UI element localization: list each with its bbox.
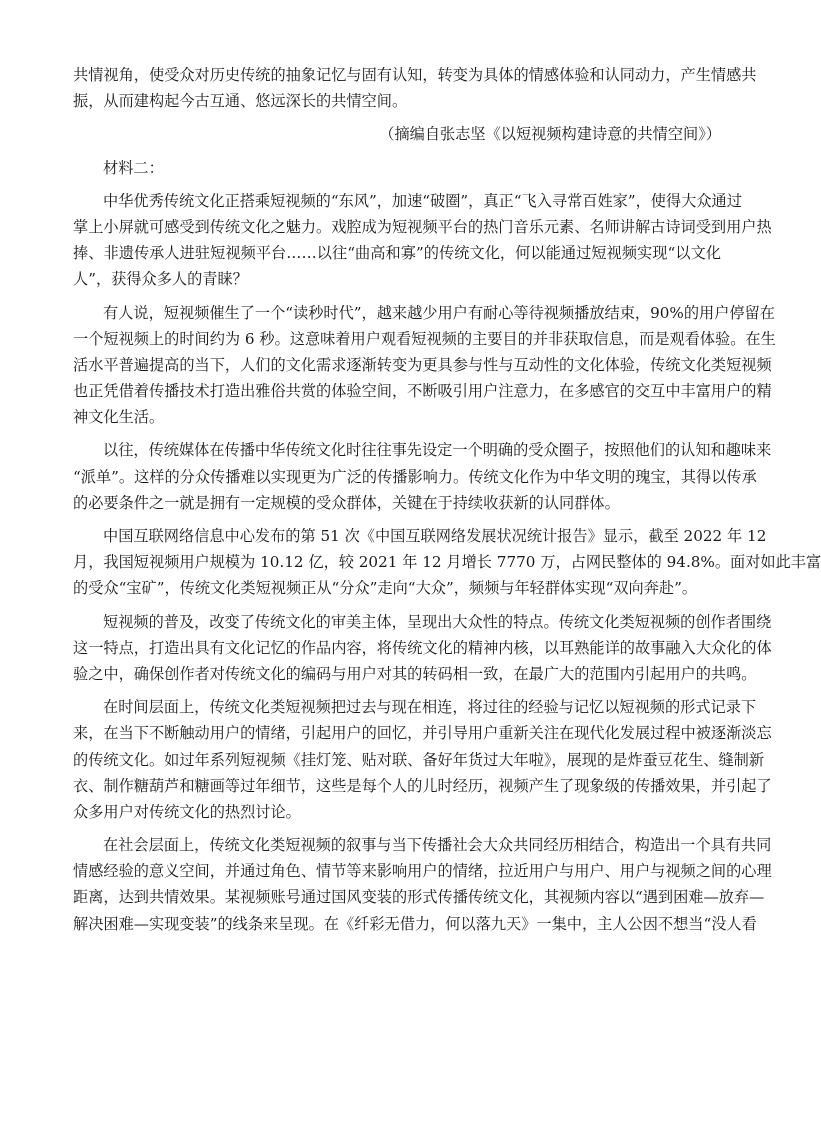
text-line: 有人说，短视频催生了一个“读秒时代”，越来越少用户有耐心等待视频播放结束，90%的用户停留在: [103, 303, 775, 322]
citation-line: （摘编自张志坚《以短视频构建诗意的共情空间》）: [379, 125, 721, 144]
section-heading: 材料二：: [103, 158, 164, 177]
text-line: 共情视角，使受众对历史传统的抽象记忆与固有认知，转变为具体的情感体验和认同动力，产生情感共: [73, 66, 757, 84]
paragraph-2: [73, 300, 776, 431]
text-line: 验之中，确保创作者对传统文化的编码与用户对其的转码相一致，在最广大的范围内引起用户的共鸣。: [73, 664, 757, 683]
text-line: 短视频的普及，改变了传统文化的审美主体，呈现出大众性的特点。传统文化类短视频的创作者围绕: [103, 612, 772, 631]
text-line: 在社会层面上，传统文化类短视频的叙事与当下传播社会大众共同经历相结合，构造出一个具有共同: [103, 836, 772, 855]
text-line: “派单”。这样的分众传播难以实现更为广泛的传播影响力。传统文化作为中华文明的瑰宝，其得以传承: [73, 467, 757, 486]
text-line: 以往，传统媒体在传播中华传统文化时往往事先设定一个明确的受众圈子，按照他们的认知和趣味来: [103, 441, 772, 460]
paragraph-5: [73, 609, 772, 688]
text-line: 的受众“宝矿”，传统文化类短视频正从“分众”走向“大众”，频频与年轻群体实现“双向奔赴”。: [73, 579, 698, 598]
text-line: 衣、制作糖葫芦和糖画等过年细节，这些是每个人的儿时经历，视频产生了现象级的传播效果，并引起了: [73, 776, 772, 795]
text-line: 活水平普遍提高的当下，人们的文化需求逐渐转变为更具参与性与互动性的文化体验，传统文化类短视频: [73, 355, 772, 374]
text-line: 月，我国短视频用户规模为 10.12 亿，较 2021 年 12 月增长 7770 万，占网民整体的 94.8%。面对如此丰富: [73, 553, 821, 572]
paragraph-3: [73, 437, 772, 516]
text-line: 中华优秀传统文化正搭乘短视频的“东风”，加速“破圈”，真正“飞入寻常百姓家”，使得大众通过: [103, 191, 742, 210]
source-citation: [73, 121, 721, 147]
paragraph-1: [73, 188, 772, 293]
paragraph-4: [73, 523, 821, 602]
paragraph-6: [73, 694, 772, 825]
text-line: 的传统文化。如过年系列短视频《挂灯笼、贴对联、备好年货过大年啦》，展现的是炸蚕豆花生、缝制新: [73, 750, 765, 769]
text-line: 中国互联网络信息中心发布的第 51 次《中国互联网络发展状况统计报告》显示，截至 2022 年 12: [103, 527, 767, 545]
text-line: 的必要条件之一就是拥有一定规模的受众群体，关键在于持续收获新的认同群体。: [73, 493, 620, 512]
paragraph-intro-continuation: [73, 62, 757, 114]
text-line: 掌上小屏就可感受到传统文化之魅力。戏腔成为短视频平台的热门音乐元素、名师讲解古诗词受到用户热: [73, 217, 772, 236]
text-line: 距离，达到共情效果。某视频账号通过国风变装的形式传播传统文化，其视频内容以“遇到困难—放弃—: [73, 888, 765, 907]
text-line: 在时间层面上，传统文化类短视频把过去与现在相连，将过往的经验与记忆以短视频的形式记录下: [103, 698, 757, 717]
paragraph-7: [73, 832, 772, 937]
text-line: 众多用户对传统文化的热烈讨论。: [73, 802, 301, 821]
text-line: 神文化生活。: [73, 408, 165, 427]
text-line: 也正凭借着传播技术打造出雅俗共赏的体验空间，不断吸引用户注意力，在多感官的交互中丰富用户的精: [73, 382, 772, 401]
document-page: [73, 62, 821, 944]
material-heading: [73, 155, 721, 181]
text-line: 这一特点，打造出具有文化记忆的作品内容，将传统文化的精神内核，以耳熟能详的故事融入大众化的体: [73, 638, 772, 657]
text-line: 情感经验的意义空间，并通过角色、情节等来影响用户的情绪，拉近用户与用户、用户与视频之间的心理: [73, 862, 772, 881]
text-line: 振，从而建构起今古互通、悠远深长的共情空间。: [73, 92, 408, 111]
text-line: 一个短视频上的时间约为 6 秒。这意味着用户观看短视频的主要目的并非获取信息，而是观看体验。在生: [73, 329, 776, 348]
text-line: 捧、非遗传承人进驻短视频平台……以往“曲高和寡”的传统文化，何以能通过短视频实现“以文化: [73, 244, 721, 263]
text-line: 来，在当下不断触动用户的情绪，引起用户的回忆，并引导用户重新关注在现代化发展过程中被逐渐淡忘: [73, 724, 772, 743]
text-line: 解决困难—实现变装”的线条来呈现。在《纤彩无借力，何以落九天》一集中，主人公因不想当“没人看: [73, 914, 757, 933]
text-line: 人”，获得众多人的青睐？: [73, 270, 248, 289]
